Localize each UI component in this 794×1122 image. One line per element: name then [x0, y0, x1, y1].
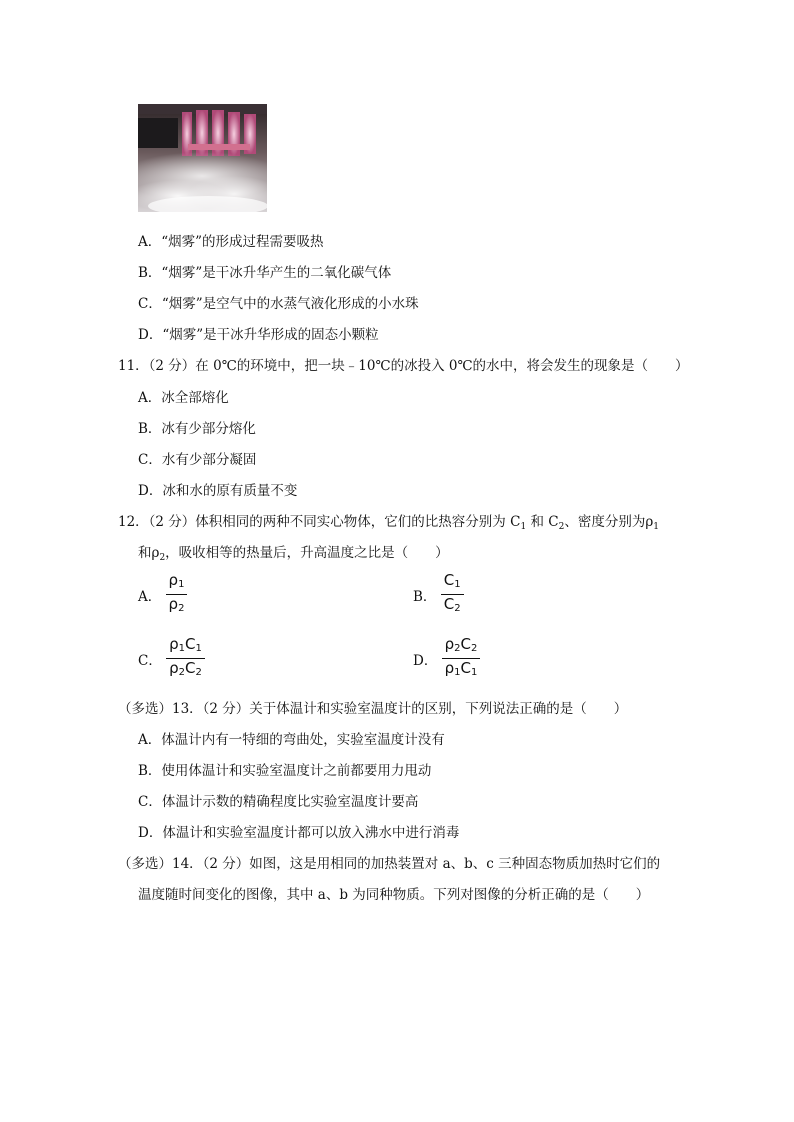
q10-option-c: C．“烟雾”是空气中的水蒸气液化形成的小水珠	[138, 296, 419, 312]
q13-option-b: B．使用体温计和实验室温度计之前都要用力甩动	[138, 763, 432, 779]
q10-option-d: D．“烟雾”是干冰升华形成的固态小颗粒	[138, 327, 379, 343]
q11-option-b: B．冰有少部分熔化	[138, 421, 256, 437]
q11-option-a: A．冰全部熔化	[138, 390, 229, 406]
q12-stem-line2: 和$\rho_2$，吸收相等的热量后，升高温度之比是（ ）	[138, 545, 449, 563]
q11-option-c: C．水有少部分凝固	[138, 452, 257, 468]
q12-option-d: D． $\frac{\rho_2C_2}{\rho_1C_1}$	[413, 636, 480, 681]
q13-option-d: D．体温计和实验室温度计都可以放入沸水中进行消毒	[138, 825, 460, 841]
q11-stem: 11．（2 分）在 0℃的环境中，把一块﹣10℃的冰投入 0℃的水中，将会发生的现象是（ ）	[118, 358, 689, 374]
fraction: $\frac{\rho_1C_1}{\rho_2C_2}$	[166, 636, 205, 681]
q10-option-a: A．“烟雾”的形成过程需要吸热	[138, 234, 324, 250]
fraction: $\frac{\rho_2C_2}{\rho_1C_1}$	[442, 636, 481, 681]
q12-option-a: A． $\frac{\rho_1}{\rho_2}$	[138, 572, 187, 617]
q12-stem-line1: 12．（2 分）体积相同的两种不同实心物体，它们的比热容分别为 $C_1$ 和 $C_2$、密度分别为$\rho_1$	[118, 514, 659, 532]
q13-option-c: C．体温计示数的精确程度比实验室温度计要高	[138, 794, 419, 810]
q13-option-a: A．体温计内有一特细的弯曲处，实验室温度计没有	[138, 732, 445, 748]
fraction: $\frac{C_1}{C_2}$	[441, 572, 464, 617]
fraction: $\frac{\rho_1}{\rho_2}$	[166, 572, 188, 617]
q13-stem: （多选）13．（2 分）关于体温计和实验室温度计的区别，下列说法正确的是（ ）	[118, 701, 628, 717]
q14-stem-line1: （多选）14．（2 分）如图，这是用相同的加热装置对 a、b、c 三种固态物质加热时它们的	[118, 856, 661, 872]
q12-option-c: C． $\frac{\rho_1C_1}{\rho_2C_2}$	[138, 636, 205, 681]
q10-option-b: B．“烟雾”是干冰升华产生的二氧化碳气体	[138, 265, 392, 281]
stage-fog-photo	[138, 104, 267, 212]
q12-option-b: B． $\frac{C_1}{C_2}$	[413, 572, 464, 617]
q14-stem-line2: 温度随时间变化的图像，其中 a、b 为同种物质。下列对图像的分析正确的是（ ）	[138, 887, 650, 903]
q11-option-d: D．冰和水的原有质量不变	[138, 483, 298, 499]
